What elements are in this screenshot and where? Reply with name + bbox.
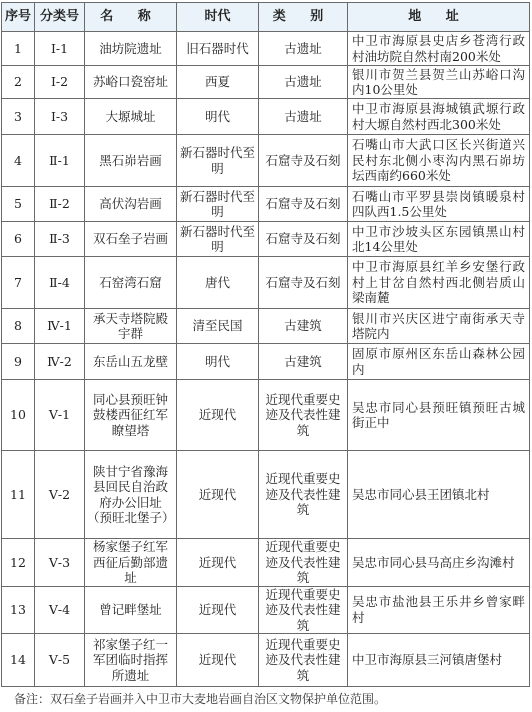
cell-address: 吴忠市盐池县王乐井乡曾家畔村	[348, 586, 530, 634]
cell-category: 石窟寺及石刻	[259, 187, 348, 222]
cell-category: 古建筑	[259, 344, 348, 380]
table-row	[2, 344, 530, 380]
header-name: 名 称	[85, 3, 177, 32]
cell-code: Ⅴ-4	[35, 586, 85, 634]
cell-name: 曾记畔堡址	[85, 586, 177, 634]
cell-address: 中卫市沙坡头区东园镇黑山村北14公里处	[348, 222, 530, 257]
cell-name: 黑石峁岩画	[85, 135, 177, 187]
cell-code: Ⅰ-3	[35, 99, 85, 135]
cell-address: 吴忠市同心县王团镇北村	[348, 451, 530, 539]
cell-code: Ⅴ-2	[35, 451, 85, 539]
table-header	[2, 3, 530, 32]
cell-address: 中卫市海原县红羊乡安堡行政村上甘岔自然村西北侧岩质山梁南麓	[348, 257, 530, 309]
table-row	[2, 309, 530, 344]
cell-era: 新石器时代至明	[177, 187, 259, 222]
cell-index: 6	[2, 222, 35, 257]
cell-address: 吴忠市同心县预旺镇预旺古城街正中	[348, 380, 530, 451]
table-row	[2, 99, 530, 135]
cell-category: 石窟寺及石刻	[259, 135, 348, 187]
header-code: 分类号	[35, 3, 85, 32]
cell-code: Ⅳ-1	[35, 309, 85, 344]
cell-index: 9	[2, 344, 35, 380]
table-row	[2, 634, 530, 687]
cell-address: 中卫市海原县海城镇武塬行政村大塬自然村西北300米处	[348, 99, 530, 135]
cell-address: 固原市原州区东岳山森林公园内	[348, 344, 530, 380]
cell-index: 12	[2, 539, 35, 587]
table-row	[2, 222, 530, 257]
cell-index: 1	[2, 32, 35, 66]
cell-address: 银川市贺兰县贺兰山苏峪口沟内10公里处	[348, 66, 530, 99]
cell-code: Ⅴ-1	[35, 380, 85, 451]
cell-address: 中卫市海原县三河镇唐堡村	[348, 634, 530, 687]
cell-code: Ⅱ-4	[35, 257, 85, 309]
table-row	[2, 257, 530, 309]
cell-name: 东岳山五龙壁	[85, 344, 177, 380]
cell-category: 近现代重要史迹及代表性建筑	[259, 634, 348, 687]
cell-address: 吴忠市同心县马高庄乡沟滩村	[348, 539, 530, 587]
cell-name: 大塬城址	[85, 99, 177, 135]
table-row	[2, 539, 530, 587]
header-address: 地 址	[348, 3, 530, 32]
cell-code: Ⅱ-3	[35, 222, 85, 257]
cell-index: 13	[2, 586, 35, 634]
table-row	[2, 32, 530, 66]
cell-era: 西夏	[177, 66, 259, 99]
cell-name: 油坊院遗址	[85, 32, 177, 66]
cell-category: 近现代重要史迹及代表性建筑	[259, 539, 348, 587]
table-row	[2, 380, 530, 451]
cell-address: 石嘴山市大武口区长兴街道兴民村东北侧小枣沟内黑石峁坊坛西南约660米处	[348, 135, 530, 187]
cell-code: Ⅴ-3	[35, 539, 85, 587]
cell-era: 明代	[177, 344, 259, 380]
cell-index: 4	[2, 135, 35, 187]
cell-name: 杨家堡子红军西征后勤部遗址	[85, 539, 177, 587]
cell-category: 近现代重要史迹及代表性建筑	[259, 451, 348, 539]
cell-code: Ⅰ-2	[35, 66, 85, 99]
cell-category: 古遗址	[259, 32, 348, 66]
cell-category: 近现代重要史迹及代表性建筑	[259, 586, 348, 634]
cell-era: 旧石器时代	[177, 32, 259, 66]
cell-name: 高伏沟岩画	[85, 187, 177, 222]
table-row	[2, 66, 530, 99]
cell-index: 8	[2, 309, 35, 344]
cell-name: 苏峪口瓷窑址	[85, 66, 177, 99]
cell-category: 石窟寺及石刻	[259, 222, 348, 257]
table-row	[2, 187, 530, 222]
cell-name: 双石垒子岩画	[85, 222, 177, 257]
cell-index: 10	[2, 380, 35, 451]
cell-era: 唐代	[177, 257, 259, 309]
header-index: 序号	[2, 3, 35, 32]
cell-category: 古遗址	[259, 66, 348, 99]
cell-name: 同心县预旺钟鼓楼西征红军瞭望塔	[85, 380, 177, 451]
cell-index: 2	[2, 66, 35, 99]
cell-category: 近现代重要史迹及代表性建筑	[259, 380, 348, 451]
cell-address: 中卫市海原县史店乡苍湾行政村油坊院自然村南200米处	[348, 32, 530, 66]
table-body	[2, 32, 530, 687]
cell-era: 清至民国	[177, 309, 259, 344]
cell-era: 新石器时代至明	[177, 222, 259, 257]
cell-index: 11	[2, 451, 35, 539]
table-row	[2, 451, 530, 539]
cell-code: Ⅱ-2	[35, 187, 85, 222]
cell-index: 5	[2, 187, 35, 222]
cell-address: 石嘴山市平罗县崇岗镇暖泉村四队西1.5公里处	[348, 187, 530, 222]
header-row	[2, 3, 530, 32]
cell-code: Ⅱ-1	[35, 135, 85, 187]
cell-name: 祁家堡子红一军团临时指挥所遗址	[85, 634, 177, 687]
cell-era: 近现代	[177, 451, 259, 539]
table-row	[2, 586, 530, 634]
cell-index: 14	[2, 634, 35, 687]
cell-name: 承天寺塔院殿宇群	[85, 309, 177, 344]
cell-index: 3	[2, 99, 35, 135]
cell-category: 石窟寺及石刻	[259, 257, 348, 309]
table-row	[2, 135, 530, 187]
cell-code: Ⅳ-2	[35, 344, 85, 380]
footnote: 备注：双石垒子岩画并入中卫市大麦地岩画自治区文物保护单位范围。	[14, 692, 387, 706]
cell-era: 近现代	[177, 380, 259, 451]
cell-category: 古遗址	[259, 99, 348, 135]
cell-category: 古建筑	[259, 309, 348, 344]
header-category: 类 别	[259, 3, 348, 32]
cell-name: 石窑湾石窟	[85, 257, 177, 309]
cell-era: 近现代	[177, 539, 259, 587]
cell-era: 近现代	[177, 586, 259, 634]
cell-era: 明代	[177, 99, 259, 135]
cell-era: 近现代	[177, 634, 259, 687]
cell-code: Ⅰ-1	[35, 32, 85, 66]
heritage-sites-table	[1, 2, 530, 687]
cell-index: 7	[2, 257, 35, 309]
cell-name: 陕甘宁省豫海县回民自治政府办公旧址（预旺北堡子）	[85, 451, 177, 539]
cell-address: 银川市兴庆区进宁南街承天寺塔院内	[348, 309, 530, 344]
header-era: 时代	[177, 3, 259, 32]
cell-era: 新石器时代至明	[177, 135, 259, 187]
cell-code: Ⅴ-5	[35, 634, 85, 687]
